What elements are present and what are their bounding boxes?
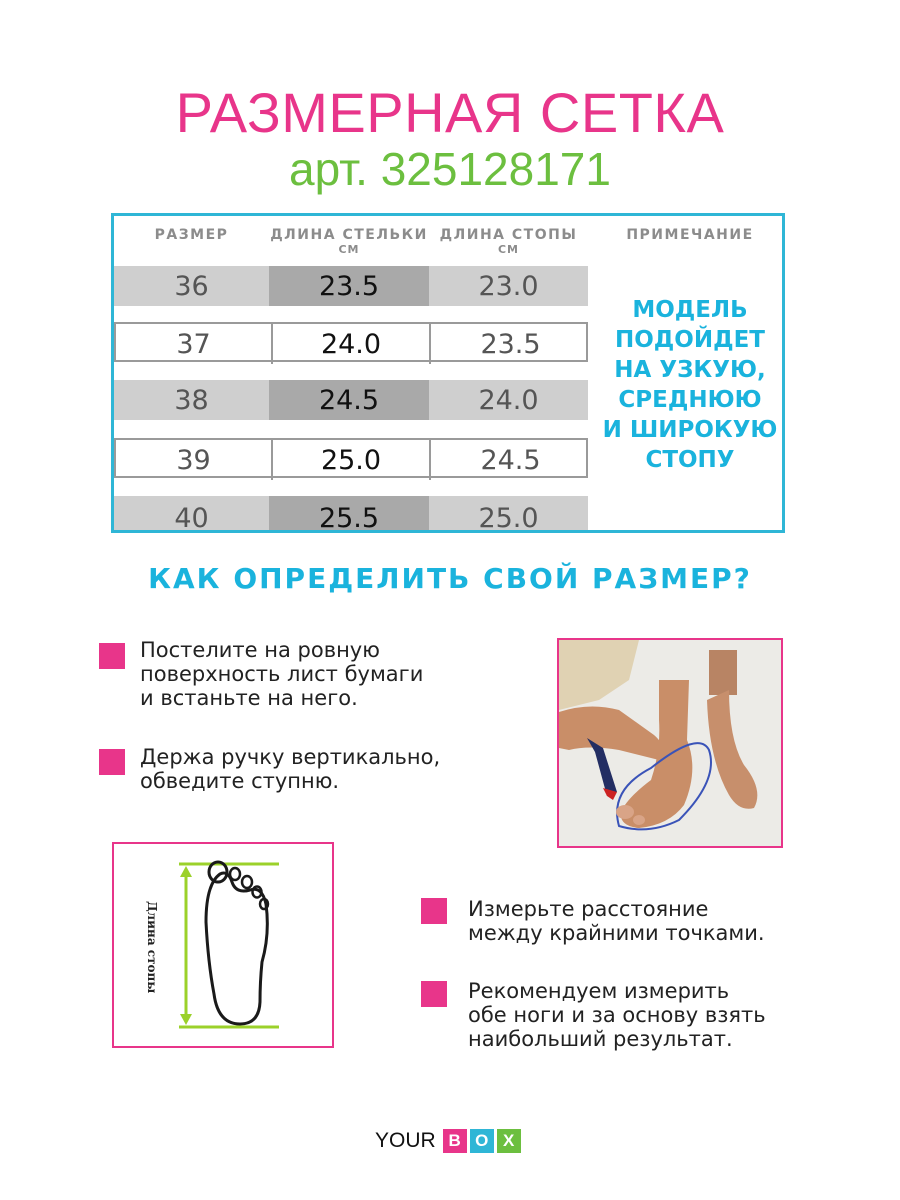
table-row <box>114 496 588 530</box>
howto-heading: КАК ОПРЕДЕЛИТЬ СВОЙ РАЗМЕР? <box>148 562 752 595</box>
foot-tracing-photo <box>557 638 783 848</box>
step-line: наибольший результат. <box>468 1027 733 1051</box>
table-row <box>114 438 588 478</box>
logo-letter: X <box>497 1129 521 1153</box>
fit-note-line: СРЕДНЮЮ <box>618 387 762 413</box>
step-line: Рекомендуем измерить <box>468 979 730 1003</box>
header-size-label: РАЗМЕР <box>154 227 229 243</box>
fit-note <box>595 295 785 475</box>
step-line: Держа ручку вертикально, <box>140 745 441 769</box>
cell-insole: 24.0 <box>271 324 431 364</box>
step-line: обведите ступню. <box>140 769 340 793</box>
article-number: арт. 325128171 <box>289 143 611 195</box>
fit-note-line: СТОПУ <box>645 447 735 473</box>
foot-tracing-illustration <box>559 640 781 846</box>
foot-length-diagram <box>112 842 334 1048</box>
header-insole <box>269 228 429 257</box>
cell-insole: 23.5 <box>269 266 429 306</box>
fit-note-line: МОДЕЛЬ <box>632 297 748 323</box>
fit-note-line: И ШИРОКУЮ <box>602 417 778 443</box>
header-note-label: ПРИМЕЧАНИЕ <box>626 227 754 243</box>
bullet-square-icon <box>99 643 125 669</box>
table-row <box>114 322 588 362</box>
header-foot-label: ДЛИНА СТОПЫ <box>439 227 578 243</box>
cell-size: 39 <box>176 444 211 476</box>
cell-foot: 24.0 <box>478 384 539 416</box>
page-title: РАЗМЕРНАЯ СЕТКА <box>175 81 725 144</box>
table-row <box>114 380 588 420</box>
fit-note-line: НА УЗКУЮ, <box>614 357 766 383</box>
cell-size: 36 <box>174 270 209 302</box>
cell-size: 37 <box>176 328 211 360</box>
cell-insole: 25.5 <box>269 496 429 530</box>
table-row <box>114 266 588 306</box>
step-line: Постелите на ровную <box>140 638 380 662</box>
foot-length-label: Длина стопы <box>145 901 159 994</box>
cell-size: 40 <box>174 502 209 530</box>
logo-prefix: YOUR <box>375 1129 436 1152</box>
brand-logo <box>375 1128 521 1154</box>
bullet-square-icon <box>421 898 447 924</box>
step-4 <box>468 979 766 1051</box>
header-insole-unit: СМ <box>338 243 360 256</box>
cell-size: 38 <box>174 384 209 416</box>
bullet-square-icon <box>421 981 447 1007</box>
header-foot <box>429 228 588 257</box>
fit-note-line: ПОДОЙДЕТ <box>615 327 765 353</box>
step-line: между крайними точками. <box>468 921 765 945</box>
header-insole-label: ДЛИНА СТЕЛЬКИ <box>270 227 428 243</box>
header-size <box>114 228 269 242</box>
logo-letter: B <box>443 1129 467 1153</box>
header-note <box>595 228 785 242</box>
logo-letter: O <box>470 1129 494 1153</box>
bullet-square-icon <box>99 749 125 775</box>
step-1 <box>140 638 423 710</box>
step-2 <box>140 745 440 793</box>
cell-foot: 23.5 <box>480 328 541 360</box>
cell-foot: 24.5 <box>480 444 541 476</box>
step-line: поверхность лист бумаги <box>140 662 424 686</box>
cell-insole: 25.0 <box>271 440 431 480</box>
step-line: Измерьте расстояние <box>468 897 709 921</box>
cell-foot: 23.0 <box>478 270 539 302</box>
step-line: и встаньте на него. <box>140 686 358 710</box>
cell-insole: 24.5 <box>269 380 429 420</box>
step-3 <box>468 897 765 945</box>
header-foot-unit: СМ <box>497 243 520 256</box>
cell-foot: 25.0 <box>478 502 539 530</box>
step-line: обе ноги и за основу взять <box>468 1003 766 1027</box>
